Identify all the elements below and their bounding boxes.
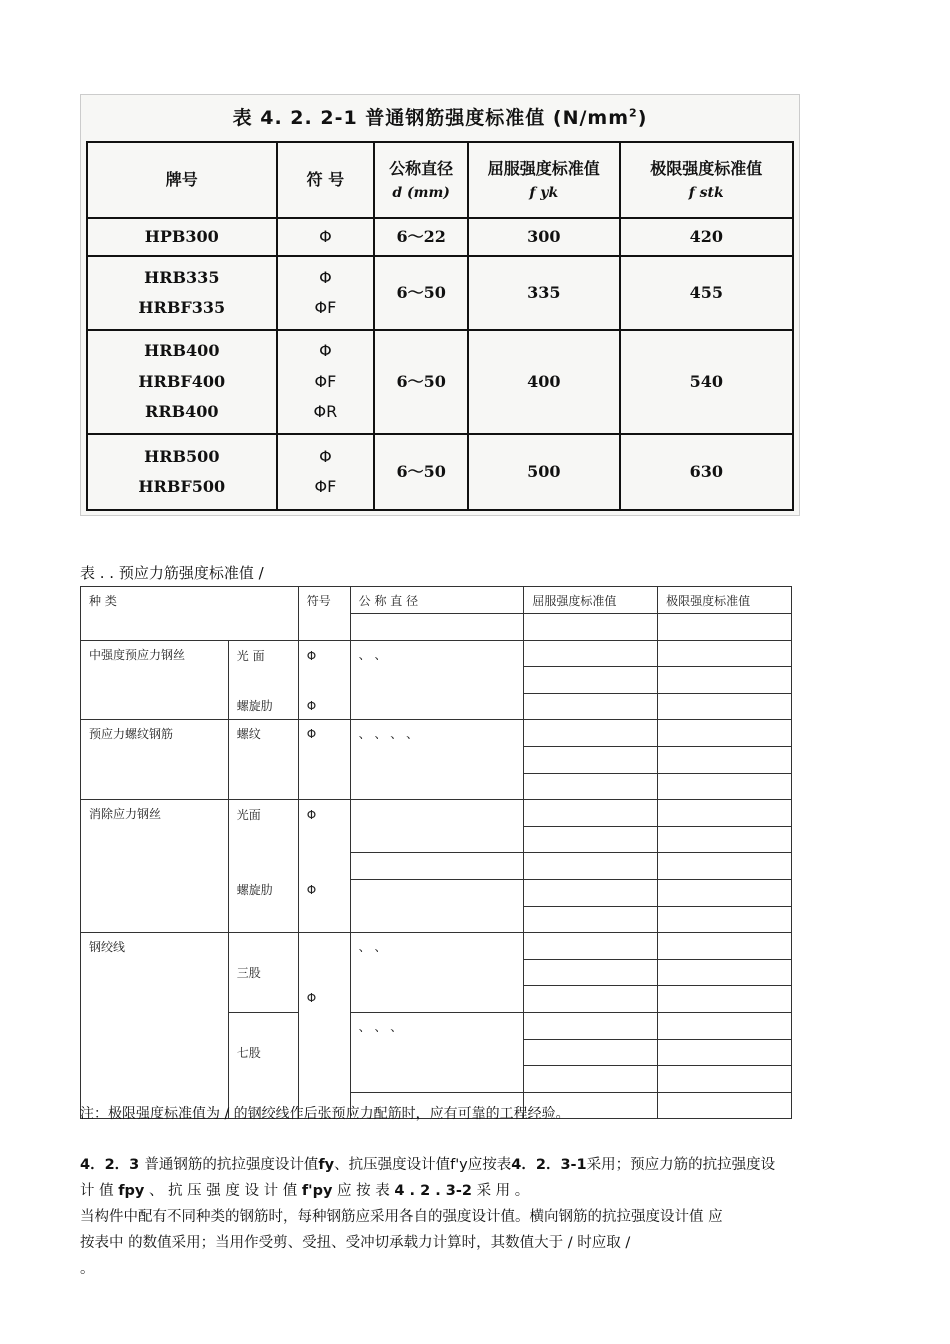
text-run: 计 值 <box>80 1183 119 1199</box>
clause-number: 4．2．3 <box>80 1157 145 1173</box>
ultimate-cell <box>658 746 792 773</box>
scan-title-text: 表 4. 2. 2-1 普通钢筋强度标准值 (N/mm <box>232 107 630 129</box>
row-symbol: Φ ΦF <box>277 434 375 510</box>
diameter-cell <box>350 879 524 932</box>
diameter-cell: 、 、 <box>350 640 524 720</box>
row-ultimate: 455 <box>620 256 793 330</box>
table-ref: 4 . 2 . 3-2 <box>394 1183 472 1199</box>
symbol-fy: fy <box>318 1157 335 1173</box>
header-diameter-label: 公称直径 <box>389 159 454 178</box>
ultimate-cell <box>658 879 792 906</box>
text-run: 采 用 。 <box>471 1183 530 1199</box>
ultimate-cell <box>658 773 792 800</box>
table2-caption: 表 . . 预应力筋强度标准值 / <box>80 564 264 582</box>
yield-cell <box>524 640 658 667</box>
header-ultimate-label: 极限强度标准值 <box>650 159 763 178</box>
header-diameter-sub: d (mm) <box>392 184 450 201</box>
ultimate-cell <box>658 959 792 986</box>
ultimate-cell <box>658 640 792 667</box>
paragraph-line <box>80 1152 870 1178</box>
yield-cell <box>524 1066 658 1093</box>
scan-title-sup: 2 <box>629 106 638 120</box>
text-run: 应按表 <box>467 1157 512 1173</box>
paragraph-line: 按表中 的数值采用；当用作受剪、受扭、受冲切承载力计算时，其数值大于 / 时应取 / <box>80 1235 631 1251</box>
yield-cell <box>524 800 658 827</box>
row-grade: HRB335 HRBF335 <box>87 256 277 330</box>
scan-title-close: ) <box>637 107 648 129</box>
row-diameter: 6～50 <box>374 330 468 434</box>
row-diameter: 6～22 <box>374 218 468 256</box>
ultimate-cell <box>658 1092 792 1119</box>
header-kind: 种 类 <box>81 587 299 641</box>
diameter-cell <box>350 853 524 880</box>
text-run: 、抗压强度设计值 <box>334 1157 451 1173</box>
header-grade: 牌号 <box>87 142 277 218</box>
row-yield: 400 <box>468 330 620 434</box>
header-diameter <box>374 142 468 218</box>
row-yield: 500 <box>468 434 620 510</box>
yield-cell <box>524 879 658 906</box>
diameter-cell: 、 、 、 <box>350 1012 524 1092</box>
ultimate-cell <box>658 826 792 853</box>
paragraph-line <box>80 1178 870 1204</box>
row-symbol: Φ ΦF ΦR <box>277 330 375 434</box>
ultimate-cell <box>658 986 792 1013</box>
header-yield-sub: f yk <box>529 184 559 201</box>
text-run: 应 按 表 <box>332 1183 395 1199</box>
row-diameter: 6～50 <box>374 434 468 510</box>
ultimate-cell <box>658 933 792 960</box>
table-ref: 4．2．3-1 <box>511 1157 587 1173</box>
yield-cell <box>524 1012 658 1039</box>
diameter-cell <box>350 800 524 853</box>
diameter-cell: 、 、 <box>350 933 524 1013</box>
ultimate-cell <box>658 720 792 747</box>
row-ultimate: 540 <box>620 330 793 434</box>
ultimate-cell <box>658 1039 792 1066</box>
symbol-cell: Φ Φ <box>298 640 350 720</box>
symbol-cell: Φ <box>298 933 350 1119</box>
header-yield: 屈服强度标准值 <box>524 587 658 614</box>
prestress-strength-table <box>80 586 792 1119</box>
yield-cell <box>524 773 658 800</box>
kind-cell: 消除应力钢丝 <box>81 800 229 933</box>
yield-cell <box>524 906 658 933</box>
row-symbol: Φ ΦF <box>277 256 375 330</box>
ultimate-cell <box>658 1012 792 1039</box>
symbol-cell: Φ Φ <box>298 800 350 933</box>
subtype-cell: 三股 <box>228 933 298 1013</box>
symbol-fy-prime: f'y <box>450 1157 468 1173</box>
yield-cell <box>524 933 658 960</box>
yield-cell <box>524 1039 658 1066</box>
scanned-table-image <box>80 94 800 516</box>
paragraph-line: 。 <box>80 1261 95 1277</box>
header-ultimate <box>620 142 793 218</box>
row-grade: HRB400 HRBF400 RRB400 <box>87 330 277 434</box>
header-ultimate-unit <box>658 614 792 641</box>
symbol-cell: Φ <box>298 720 350 800</box>
row-ultimate: 630 <box>620 434 793 510</box>
diameter-cell: 、 、 、 、 <box>350 720 524 800</box>
rebar-strength-table <box>86 141 794 511</box>
yield-cell <box>524 826 658 853</box>
symbol-fpy-prime: f'py <box>301 1183 333 1199</box>
subtype-cell: 光面 螺旋肋 <box>228 800 298 933</box>
yield-cell <box>524 959 658 986</box>
row-ultimate: 420 <box>620 218 793 256</box>
subtype-cell: 七股 <box>228 1012 298 1118</box>
header-ultimate-sub: f stk <box>688 184 724 201</box>
ultimate-cell <box>658 667 792 694</box>
subtype-cell: 光 面 螺旋肋 <box>228 640 298 720</box>
ultimate-cell <box>658 693 792 720</box>
header-diameter: 公 称 直 径 <box>350 587 524 614</box>
row-grade: HPB300 <box>87 218 277 256</box>
row-symbol: Φ <box>277 218 375 256</box>
header-symbol: 符号 <box>298 587 350 641</box>
text-run: 采用；预应力筋的抗拉强度设 <box>586 1157 776 1173</box>
text-run: 、 抗 压 强 度 设 计 值 <box>144 1183 302 1199</box>
header-diameter-unit <box>350 614 524 641</box>
paragraph-line: 当构件中配有不同种类的钢筋时，每种钢筋应采用各自的强度设计值。横向钢筋的抗拉强度设计值 应 <box>80 1209 723 1225</box>
yield-cell <box>524 986 658 1013</box>
yield-cell <box>524 746 658 773</box>
kind-cell: 中强度预应力钢丝 <box>81 640 229 720</box>
kind-cell: 钢绞线 <box>81 933 229 1119</box>
scan-title <box>81 103 799 130</box>
table-note: 注：极限强度标准值为 / 的钢绞线作后张预应力配筋时，应有可靠的工程经验。 <box>80 1106 570 1122</box>
ultimate-cell <box>658 853 792 880</box>
yield-cell <box>524 720 658 747</box>
header-yield-unit <box>524 614 658 641</box>
yield-cell <box>524 693 658 720</box>
ultimate-cell <box>658 906 792 933</box>
header-yield-label: 屈服强度标准值 <box>487 159 600 178</box>
header-symbol: 符 号 <box>277 142 375 218</box>
kind-cell: 预应力螺纹钢筋 <box>81 720 229 800</box>
yield-cell <box>524 667 658 694</box>
ultimate-cell <box>658 800 792 827</box>
text-run: 普通钢筋的抗拉强度设计值 <box>144 1157 319 1173</box>
yield-cell <box>524 853 658 880</box>
row-yield: 335 <box>468 256 620 330</box>
row-yield: 300 <box>468 218 620 256</box>
subtype-cell: 螺纹 <box>228 720 298 800</box>
ultimate-cell <box>658 1066 792 1093</box>
row-diameter: 6～50 <box>374 256 468 330</box>
symbol-fpy: fpy <box>118 1183 145 1199</box>
header-ultimate: 极限强度标准值 <box>658 587 792 614</box>
row-grade: HRB500 HRBF500 <box>87 434 277 510</box>
header-yield <box>468 142 620 218</box>
